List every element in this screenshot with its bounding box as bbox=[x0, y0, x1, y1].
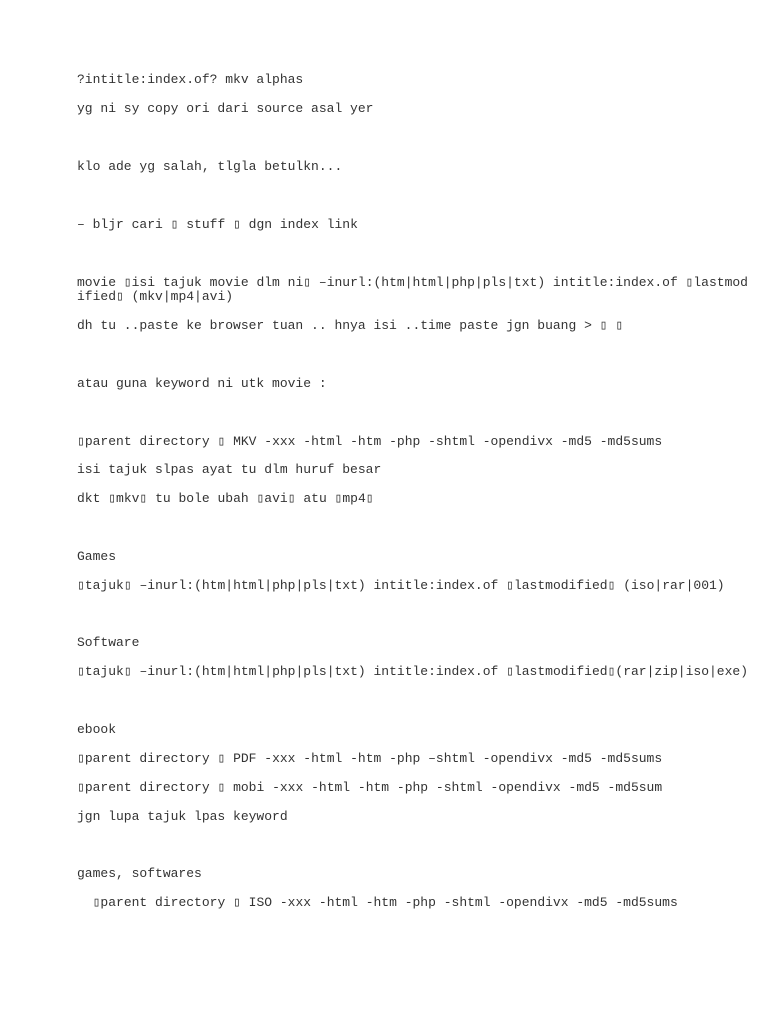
section-heading: games, softwares bbox=[77, 866, 202, 881]
text-line: – bljr cari ▯ stuff ▯ dgn index link bbox=[77, 217, 358, 232]
text-line: ▯parent directory ▯ MKV -xxx -html -htm -php -shtml -opendivx -md5 -md5sums bbox=[77, 434, 663, 449]
text-line: atau guna keyword ni utk movie : bbox=[77, 376, 327, 391]
text-line: ▯parent directory ▯ mobi -xxx -html -htm -php -shtml -opendivx -md5 -md5sum bbox=[77, 780, 663, 795]
text-line: ▯parent directory ▯ ISO -xxx -html -htm -php -shtml -opendivx -md5 -md5sums bbox=[77, 895, 678, 910]
text-line: ▯tajuk▯ –inurl:(htm|html|php|pls|txt) intitle:index.of ▯lastmodified▯ (iso|rar|001) bbox=[77, 578, 725, 593]
text-line: ▯parent directory ▯ PDF -xxx -html -htm -php –shtml -opendivx -md5 -md5sums bbox=[77, 751, 663, 766]
text-line: dh tu ..paste ke browser tuan .. hnya isi ..time paste jgn buang > ▯ ▯ bbox=[77, 318, 624, 333]
section-heading: ebook bbox=[77, 722, 117, 737]
section-heading: Games bbox=[77, 549, 117, 564]
text-line: ▯tajuk▯ –inurl:(htm|html|php|pls|txt) intitle:index.of ▯lastmodified▯(rar|zip|iso|exe) bbox=[77, 664, 749, 679]
text-line: ified▯ (mkv|mp4|avi) bbox=[77, 289, 234, 304]
text-line: yg ni sy copy ori dari source asal yer bbox=[77, 101, 374, 116]
text-line: isi tajuk slpas ayat tu dlm huruf besar bbox=[77, 462, 382, 477]
text-line: klo ade yg salah, tlgla betulkn... bbox=[77, 159, 343, 174]
section-heading: Software bbox=[77, 635, 140, 650]
text-line: movie ▯isi tajuk movie dlm ni▯ –inurl:(htm|html|php|pls|txt) intitle:index.of ▯lastmod bbox=[77, 275, 748, 290]
text-line: ?intitle:index.of? mkv alphas bbox=[77, 72, 304, 87]
text-line: dkt ▯mkv▯ tu bole ubah ▯avi▯ atu ▯mp4▯ bbox=[77, 491, 374, 506]
text-line: jgn lupa tajuk lpas keyword bbox=[77, 809, 288, 824]
